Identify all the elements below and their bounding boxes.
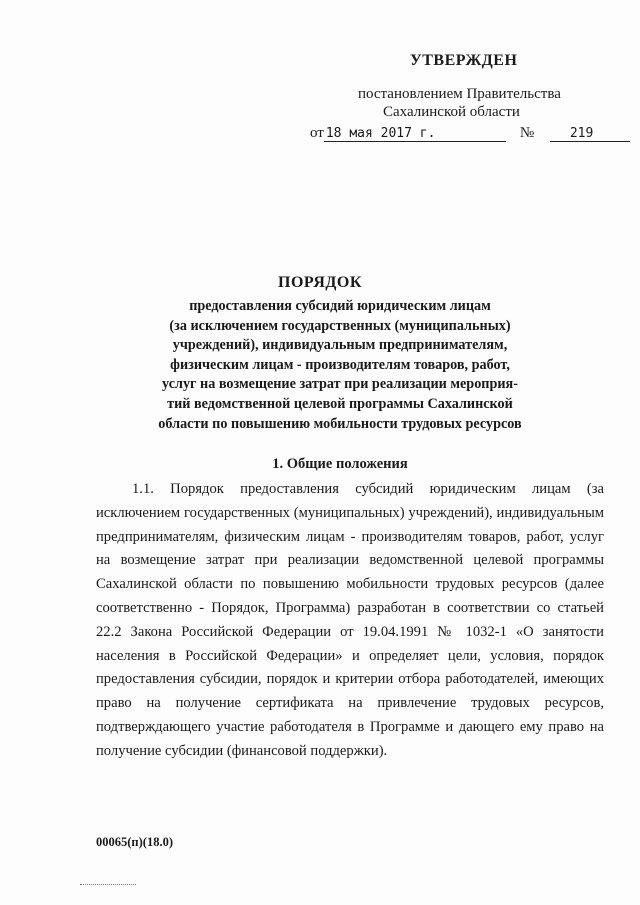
approval-number: 219 bbox=[550, 126, 630, 142]
subtitle-line: (за исключением государственных (муниципальных) bbox=[169, 317, 511, 334]
approval-date-line bbox=[310, 125, 630, 142]
document-subtitle bbox=[130, 297, 550, 434]
subtitle-line: области по повышению мобильности трудовых ресурсов bbox=[158, 415, 522, 432]
number-label: № bbox=[519, 125, 535, 141]
section-heading: 1. Общие положения bbox=[272, 456, 408, 472]
body-paragraph: 1.1. Порядок предоставления субсидий юридическим лицам (за исключением государственных (муниципальных) учреждений), индивидуальным предпринимателям, физическим лицам - производителям товаров, работ, услуг на возмещение затрат при реализации ведомственной целевой программы Сахалинской области по повышению мобильности трудовых ресурсов (далее соответственно - Порядок, Программа) разработан в соответствии со статьей 22.2 Закона Российской Федерации от 19.04.1991 № 1032-1 «О занятости населения в Российской Федерации» и определяет цели, условия, порядок предоставления субсидии, порядок и критерии отбора работодателей, имеющих право на получение сертификата на привлечение трудовых ресурсов, подтверждающего участие работодателя в Программе и дающего ему право на получение субсидии (финансовой поддержки). bbox=[96, 481, 604, 759]
approval-date: 18 мая 2017 г. bbox=[324, 126, 506, 142]
subtitle-line: услуг на возмещение затрат при реализации мероприя- bbox=[162, 376, 518, 393]
approved-label: УТВЕРЖДЕН bbox=[410, 52, 518, 69]
subtitle-line: учреждений), индивидуальным предпринимателям, bbox=[172, 337, 508, 354]
subtitle-line: тий ведомственной целевой программы Сахалинской bbox=[167, 395, 513, 412]
from-label: от bbox=[310, 125, 324, 141]
footer-code: 00065(п)(18.0) bbox=[96, 835, 173, 849]
footnote-divider bbox=[80, 884, 136, 886]
subtitle-line: физическим лицам - производителям товаров, работ, bbox=[170, 356, 510, 373]
approval-region-line: Сахалинской области bbox=[383, 104, 520, 120]
approval-decree-line: постановлением Правительства bbox=[358, 86, 561, 102]
subtitle-line: предоставления субсидий юридическим лицам bbox=[189, 298, 491, 314]
document-title: ПОРЯДОК bbox=[278, 274, 362, 291]
